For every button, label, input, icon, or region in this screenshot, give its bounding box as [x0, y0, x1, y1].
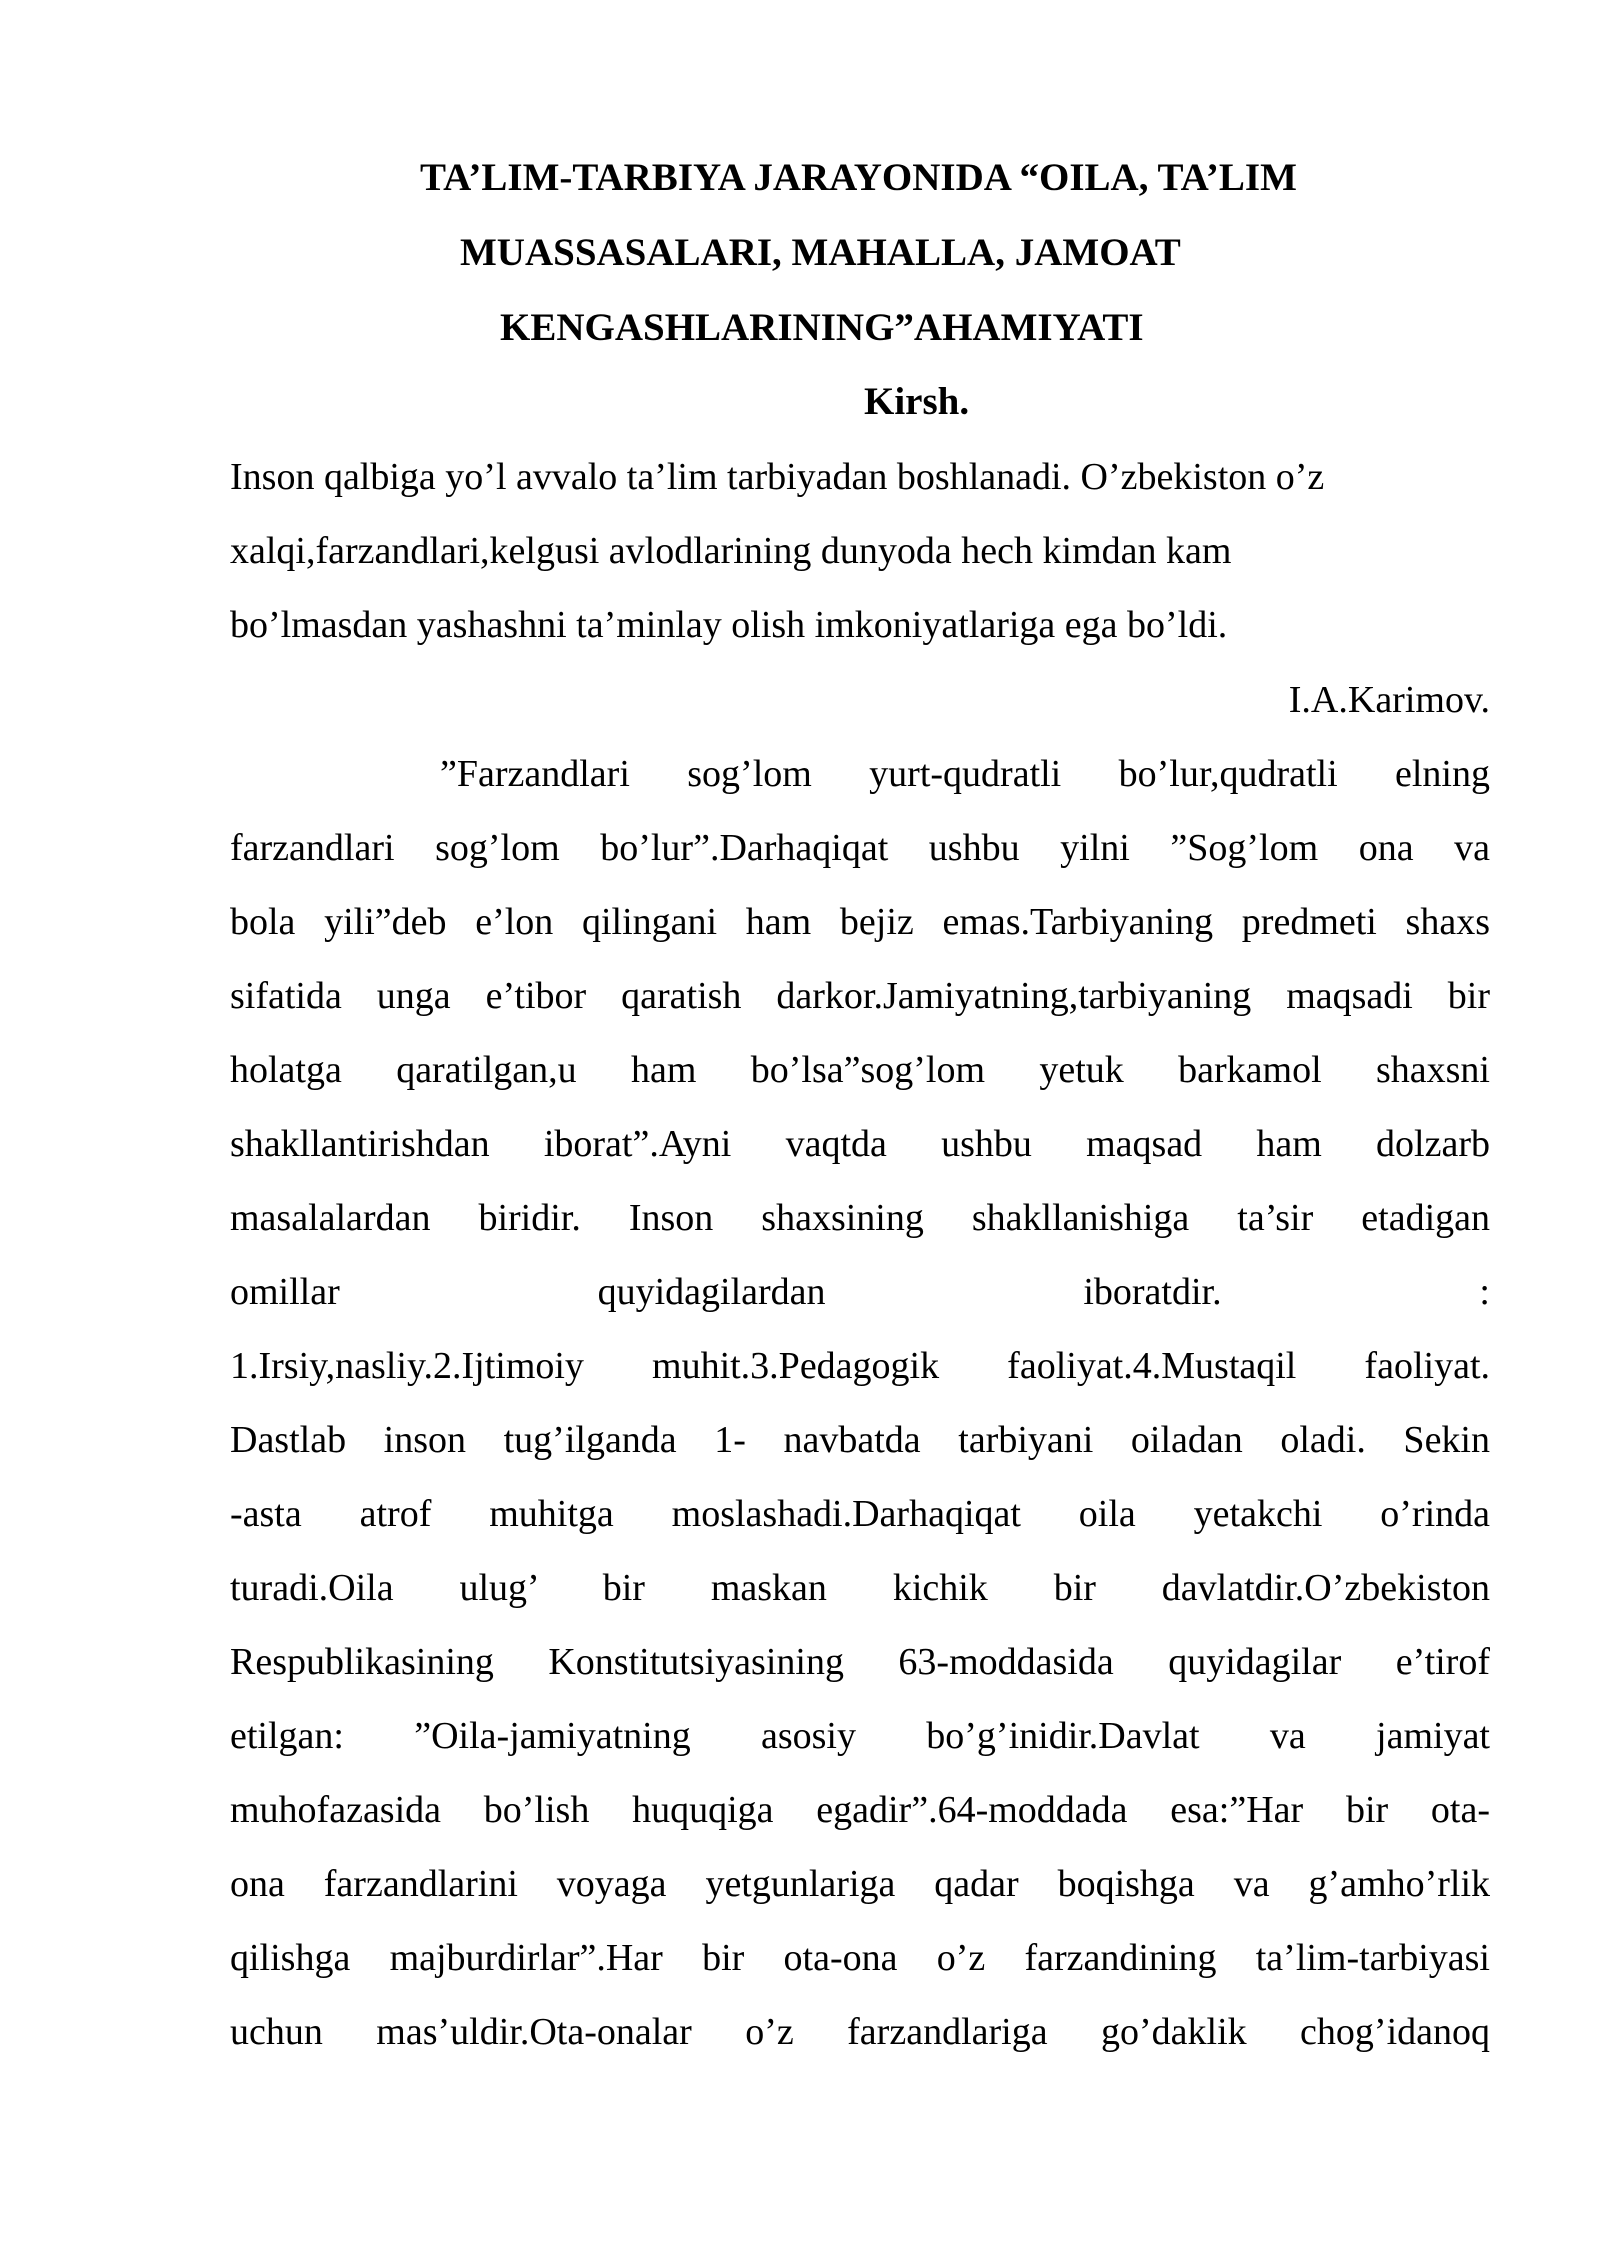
body-line-16: ona farzandlarini voyaga yetgunlariga qadar boqishga va g’amho’rlik: [230, 1863, 1490, 1905]
body-line-14: etilgan: ”Oila-jamiyatning asosiy bo’g’inidir.Davlat va jamiyat: [230, 1715, 1490, 1757]
epigraph-line-3: bo’lmasdan yashashni ta’minlay olish imkoniyatlariga ega bo’ldi.: [230, 604, 1228, 646]
body-line-3: bola yili”deb e’lon qilingani ham bejiz emas.Tarbiyaning predmeti shaxs: [230, 901, 1490, 943]
body-line-5: holatga qaratilgan,u ham bo’lsa”sog’lom yetuk barkamol shaxsni: [230, 1049, 1490, 1091]
body-line-1: ”Farzandlari sog’lom yurt-qudratli bo’lur,qudratli elning: [440, 753, 1490, 795]
body-line-17: qilishga majburdirlar”.Har bir ota-ona o’z farzandining ta’lim-tarbiyasi: [230, 1937, 1490, 1979]
epigraph-author: I.A.Karimov.: [1288, 679, 1490, 721]
body-line-15: muhofazasida bo’lish huquqiga egadir”.64-moddada esa:”Har bir ota-: [230, 1789, 1490, 1831]
body-line-12: turadi.Oila ulug’ bir maskan kichik bir davlatdir.O’zbekiston: [230, 1567, 1490, 1609]
body-line-7: masalalardan biridir. Inson shaxsining shakllanishiga ta’sir etadigan: [230, 1197, 1490, 1239]
epigraph-line-1: Inson qalbiga yo’l avvalo ta’lim tarbiyadan boshlanadi. O’zbekiston o’z: [230, 456, 1325, 498]
document-title-line-3: KENGASHLARINING”AHAMIYATI: [500, 306, 1144, 349]
body-line-8: omillar quyidagilardan iboratdir. :: [230, 1271, 1490, 1313]
body-line-2: farzandlari sog’lom bo’lur”.Darhaqiqat ushbu yilni ”Sog’lom ona va: [230, 827, 1490, 869]
document-title-line-1: TA’LIM-TARBIYA JARAYONIDA “OILA, TA’LIM: [420, 156, 1297, 199]
body-line-6: shakllantirishdan iborat”.Ayni vaqtda ushbu maqsad ham dolzarb: [230, 1123, 1490, 1165]
epigraph-line-2: xalqi,farzandlari,kelgusi avlodlarining dunyoda hech kimdan kam: [230, 530, 1232, 572]
body-line-4: sifatida unga e’tibor qaratish darkor.Jamiyatning,tarbiyaning maqsadi bir: [230, 975, 1490, 1017]
document-title-line-2: MUASSASALARI, MAHALLA, JAMOAT: [460, 231, 1181, 274]
body-line-13: Respublikasining Konstitutsiyasining 63-moddasida quyidagilar e’tirof: [230, 1641, 1490, 1683]
body-line-11: -asta atrof muhitga moslashadi.Darhaqiqat oila yetakchi o’rinda: [230, 1493, 1490, 1535]
body-line-10: Dastlab inson tug’ilganda 1- navbatda tarbiyani oiladan oladi. Sekin: [230, 1419, 1490, 1461]
body-line-18: uchun mas’uldir.Ota-onalar o’z farzandlariga go’daklik chog’idanoq: [230, 2011, 1490, 2053]
document-subheading: Kirsh.: [864, 380, 970, 423]
body-line-9: 1.Irsiy,nasliy.2.Ijtimoiy muhit.3.Pedagogik faoliyat.4.Mustaqil faoliyat.: [230, 1345, 1490, 1387]
